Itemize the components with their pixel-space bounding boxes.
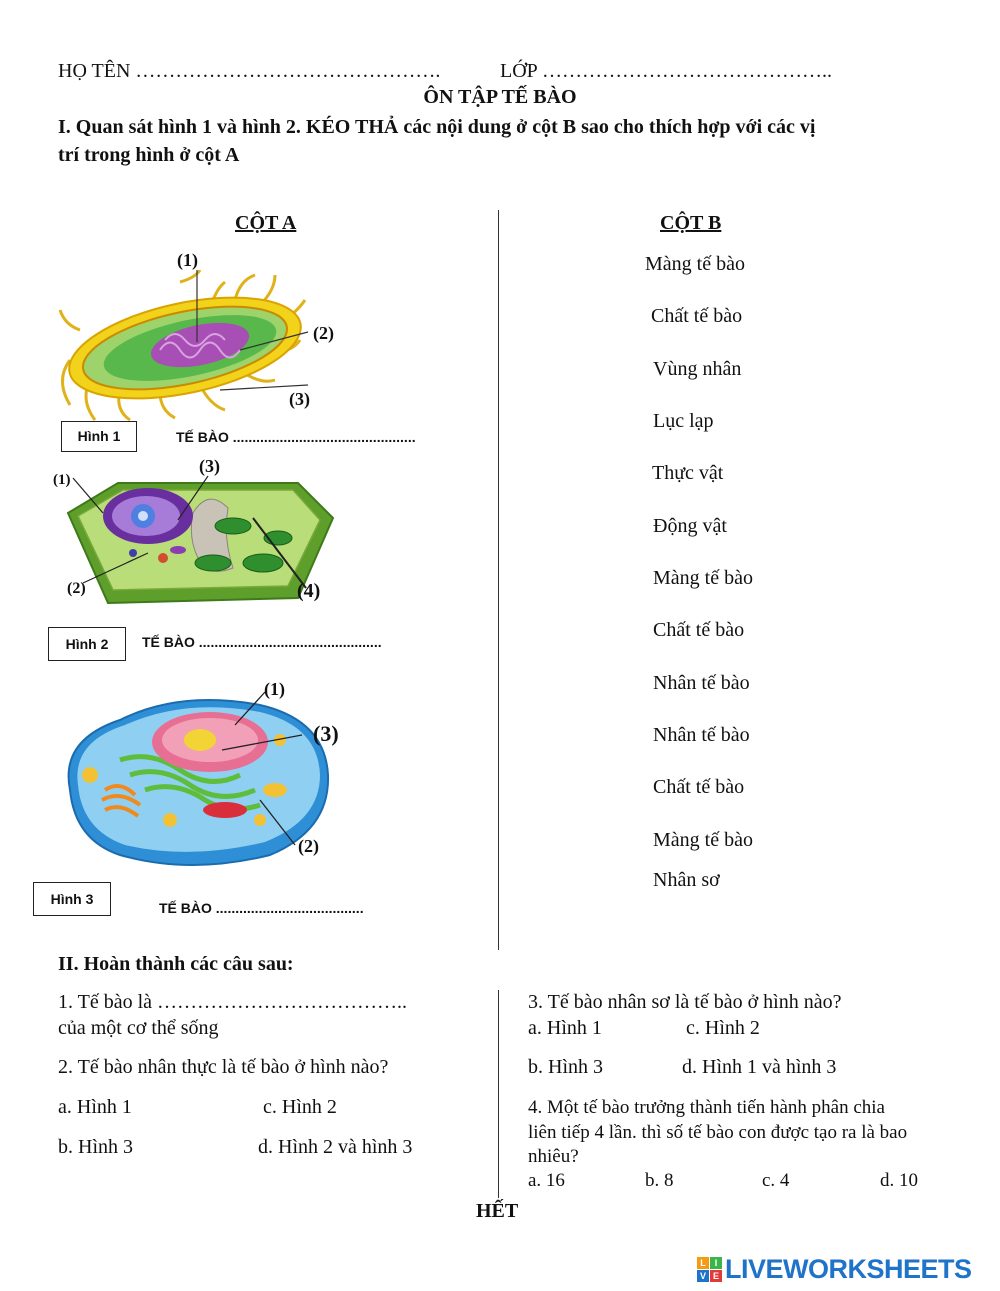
drag-item-13[interactable]: Nhân sơ (653, 869, 720, 891)
fig2-caption: TẾ BÀO ............................................... (142, 634, 382, 650)
logo-tile-l: L (697, 1257, 709, 1269)
fig2-label-box: Hình 2 (48, 627, 126, 661)
fig3-label-1: (1) (264, 679, 285, 699)
fig3-caption: TẾ BÀO ...................................... (159, 900, 364, 916)
q3-option-d[interactable]: d. Hình 1 và hình 3 (682, 1056, 837, 1078)
q4-line1: 4. Một tế bào trưởng thành tiến hành phân chia (528, 1097, 885, 1118)
q2-question: 2. Tế bào nhân thực là tế bào ở hình nào? (58, 1056, 389, 1078)
q4-option-a[interactable]: a. 16 (528, 1170, 565, 1191)
q4-option-b[interactable]: b. 8 (645, 1170, 674, 1191)
drag-item-9[interactable]: Nhân tế bào (653, 672, 750, 694)
q2-option-a[interactable]: a. Hình 1 (58, 1096, 132, 1118)
fig1-label-box: Hình 1 (61, 421, 137, 452)
q1-line1: 1. Tế bào là ……………………………….. (58, 991, 408, 1013)
liveworksheets-logo-icon (697, 1257, 723, 1283)
fig1-label-2: (2) (313, 323, 334, 343)
figure2-plant-cell-illustration (48, 458, 338, 623)
drag-item-3[interactable]: Vùng nhân (653, 358, 742, 380)
fig1-label-1: (1) (177, 250, 198, 270)
q3-option-b[interactable]: b. Hình 3 (528, 1056, 603, 1078)
drag-item-5[interactable]: Thực vật (652, 462, 724, 484)
q1-line2: của một cơ thể sống (58, 1017, 219, 1039)
page-title: ÔN TẬP TẾ BÀO (423, 86, 577, 108)
fig2-label-1: (1) (53, 472, 71, 488)
fig1-caption: TẾ BÀO ............................................... (176, 429, 416, 445)
q3-question: 3. Tế bào nhân sơ là tế bào ở hình nào? (528, 991, 842, 1013)
logo-tile-v: V (697, 1270, 709, 1282)
fig2-label-3: (3) (199, 456, 220, 476)
drag-item-2[interactable]: Chất tế bào (651, 305, 743, 327)
q4-option-c[interactable]: c. 4 (762, 1170, 790, 1191)
section2-title: II. Hoàn thành các câu sau: (58, 953, 294, 975)
drag-item-1[interactable]: Màng tế bào (645, 253, 745, 275)
section1-instruction-line1: I. Quan sát hình 1 và hình 2. KÉO THẢ các nội dung ở cột B sao cho thích hợp với các vị (58, 116, 816, 138)
class-field-label: LỚP …………………………………….. (500, 60, 833, 82)
liveworksheets-logo-text[interactable]: LIVEWORKSHEETS (725, 1254, 972, 1284)
column-divider (498, 210, 499, 950)
q2-option-b[interactable]: b. Hình 3 (58, 1136, 133, 1158)
q2-option-c[interactable]: c. Hình 2 (263, 1096, 337, 1118)
section1-instruction-line2: trí trong hình ở cột A (58, 144, 240, 166)
section2-divider (498, 990, 499, 1198)
drag-item-6[interactable]: Động vật (653, 515, 727, 537)
figure1-prokaryote-illustration (50, 270, 320, 430)
q4-option-d[interactable]: d. 10 (880, 1170, 918, 1191)
fig3-label-box: Hình 3 (33, 882, 111, 916)
fig1-label-3: (3) (289, 389, 310, 409)
logo-tile-e: E (710, 1270, 722, 1282)
col-a-title: CỘT A (235, 212, 297, 234)
fig2-label-2: (2) (67, 580, 86, 597)
fig3-label-2: (2) (298, 836, 319, 856)
drag-item-7[interactable]: Màng tế bào (653, 567, 753, 589)
drag-item-4[interactable]: Lục lạp (653, 410, 714, 432)
q2-option-d[interactable]: d. Hình 2 và hình 3 (258, 1136, 413, 1158)
q3-option-a[interactable]: a. Hình 1 (528, 1017, 602, 1039)
name-field-label: HỌ TÊN ………………………………………. (58, 60, 441, 82)
col-b-title: CỘT B (660, 212, 722, 234)
drag-item-11[interactable]: Chất tế bào (653, 776, 745, 798)
drag-item-8[interactable]: Chất tế bào (653, 619, 745, 641)
drag-item-12[interactable]: Màng tế bào (653, 829, 753, 851)
fig2-label-4: (4) (297, 580, 321, 602)
q4-line3: nhiêu? (528, 1146, 579, 1167)
drag-item-10[interactable]: Nhân tế bào (653, 724, 750, 746)
logo-tile-i: I (710, 1257, 722, 1269)
q4-line2: liên tiếp 4 lần. thì số tế bào con được tạo ra là bao (528, 1122, 908, 1143)
end-marker: HẾT (476, 1200, 519, 1222)
q3-option-c[interactable]: c. Hình 2 (686, 1017, 760, 1039)
fig3-label-3: (3) (313, 721, 339, 746)
